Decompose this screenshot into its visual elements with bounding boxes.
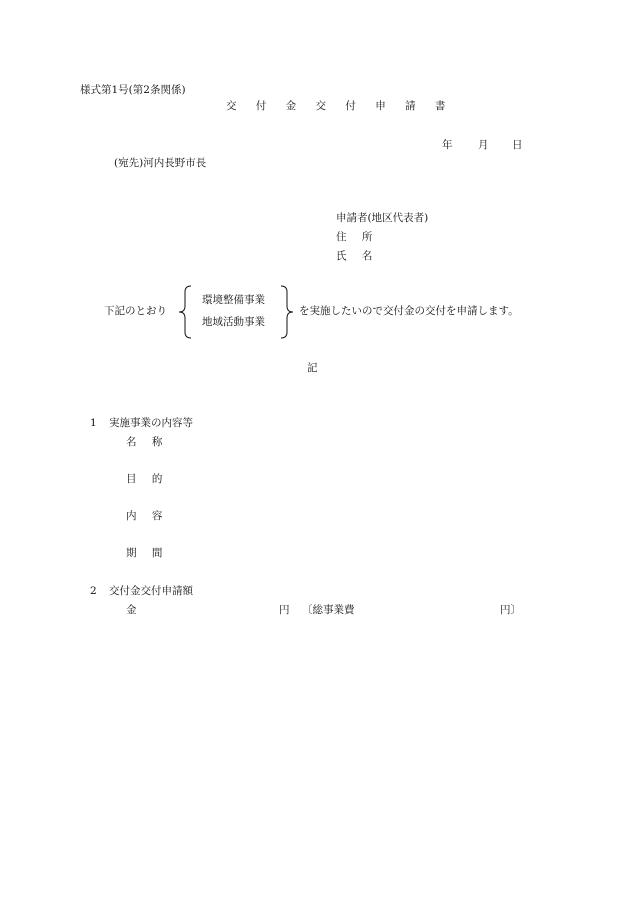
- item-purpose-label: 目 的: [126, 473, 169, 485]
- amount-label: 金: [126, 604, 137, 616]
- applicant-label: 申請者(地区代表者): [336, 212, 429, 224]
- total-cost-label: 〔総事業費: [302, 604, 355, 616]
- section-2-number: 2: [90, 585, 97, 597]
- form-title: 交 付 金 交 付 申 請 書: [226, 100, 454, 112]
- total-cost-yen: 円〕: [500, 604, 521, 616]
- date-day: 日: [512, 139, 523, 151]
- amount-yen: 円: [279, 604, 290, 616]
- form-number: 様式第1号(第2条関係): [80, 84, 186, 96]
- applicant-address-label: 住 所: [336, 231, 379, 243]
- right-brace: [279, 284, 295, 340]
- ki-heading: 記: [307, 362, 318, 374]
- item-period-label: 期 間: [126, 547, 169, 559]
- request-option-community: 地域活動事業: [202, 316, 265, 328]
- date-month: 月: [478, 139, 489, 151]
- item-name-label: 名 称: [126, 436, 169, 448]
- request-option-environment: 環境整備事業: [202, 294, 265, 306]
- addressee: (宛先)河内長野市長: [114, 157, 207, 169]
- section-2-heading: 交付金交付申請額: [109, 585, 193, 597]
- request-suffix: を実施したいので交付金の交付を申請します。: [299, 305, 519, 317]
- request-prefix: 下記のとおり: [104, 305, 167, 317]
- section-1-heading: 実施事業の内容等: [109, 417, 193, 429]
- date-year: 年: [442, 139, 453, 151]
- item-content-label: 内 容: [126, 510, 169, 522]
- section-1-number: 1: [90, 417, 97, 429]
- left-brace: [177, 284, 193, 340]
- applicant-name-label: 氏 名: [336, 250, 379, 262]
